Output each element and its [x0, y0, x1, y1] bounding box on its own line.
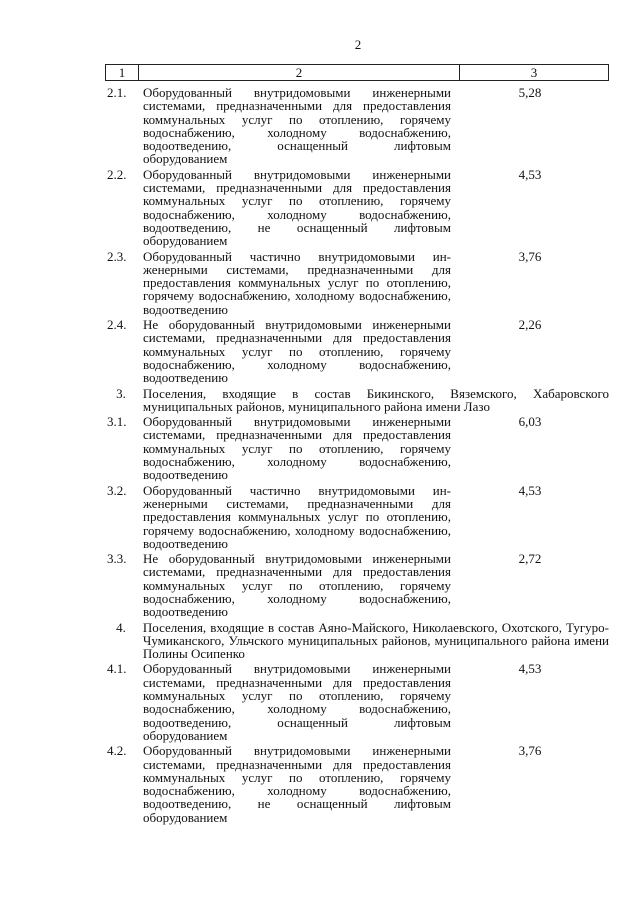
row-value: 4,53 — [518, 166, 542, 182]
row-description: Оборудованный частично внутридомовыми инженерными системами, предназначенными для предоставления коммунальных услуг по отоплению, горячему водоснабжению, холодному водоснабжению, водоотведению — [143, 248, 451, 317]
row-number: 2.4. — [107, 317, 127, 333]
section-row — [105, 621, 609, 661]
table-body — [105, 86, 609, 826]
row-number: 2.2. — [107, 166, 127, 182]
row-number: 4.2. — [107, 743, 127, 759]
row-number: 3.3. — [107, 551, 127, 567]
row-description: Оборудованный частично внутридомовыми инженерными системами, предназначенными для предоставления коммунальных услуг по отоплению, горячему водоснабжению, холодному водоснабжению, водоотведению — [143, 482, 451, 551]
table-row — [105, 250, 609, 316]
row-number: 3.2. — [107, 482, 127, 498]
row-description: Оборудованный внутридомовыми инженерными системами, предназначенными для предоставления коммунальных услуг по отоплению, горячему водоснабжению, холодному водоснабжению, водоотведению, оснащенный лифтовым оборудованием — [143, 661, 451, 743]
row-value: 3,76 — [518, 743, 542, 759]
row-description: Оборудованный внутридомовыми инженерными системами, предназначенными для предоставления коммунальных услуг по отоплению, горячему водоснабжению, холодному водоснабжению, водоотведению, не оснащенный лифтовым оборудованием — [143, 166, 451, 249]
row-number: 3.1. — [107, 414, 127, 430]
row-value: 6,03 — [518, 414, 542, 430]
row-value: 5,28 — [518, 85, 542, 100]
table-row — [105, 318, 609, 384]
row-description: Оборудованный внутридомовыми инженерными системами, предназначенными для предоставления коммунальных услуг по отоплению, горячему водоснабжению, холодному водоснабжению, водоотведению, оснащенный лифтовым оборудованием — [143, 85, 451, 167]
section-number: 3. — [116, 385, 126, 401]
header-col-3: 3 — [530, 65, 538, 80]
row-value: 3,76 — [518, 248, 542, 264]
section-title: Поселения, входящие в состав Аяно-Майского, Николаевского, Охотского, Тугуро-Чумиканского, Ульчского муниципальных районов, муниципального района имени Полины Осипенко — [142, 619, 609, 662]
row-number: 4.1. — [107, 661, 127, 677]
row-value: 2,26 — [518, 317, 542, 333]
table-row — [105, 168, 609, 248]
row-description: Оборудованный внутридомовыми инженерными системами, предназначенными для предоставления коммунальных услуг по отоплению, горячему водоснабжению, холодному водоснабжению, водоотведению, не оснащенный лифтовым оборудованием — [143, 743, 451, 825]
section-row — [105, 387, 609, 414]
header-col-1: 1 — [106, 65, 139, 80]
row-number: 2.1. — [107, 85, 127, 100]
table-row — [105, 484, 609, 550]
row-value: 4,53 — [518, 661, 542, 677]
section-title: Поселения, входящие в состав Бикинского, Вяземского, Хабаровского муниципальных районов, муниципального района имени Лазо — [142, 385, 609, 414]
row-description: Не оборудованный внутридомовыми инженерными системами, предназначенными для предоставления коммунальных услуг по отоплению, горячему водоснабжению, холодному водоснабжению, водоотведению — [143, 317, 451, 386]
table-row — [105, 744, 609, 824]
page-number: 2 — [354, 37, 362, 52]
row-description: Не оборудованный внутридомовыми инженерными системами, предназначенными для предоставления коммунальных услуг по отоплению, горячему водоснабжению, холодному водоснабжению, водоотведению — [143, 551, 451, 620]
header-col-2: 2 — [139, 65, 460, 80]
table-row — [105, 662, 609, 742]
table-row — [105, 552, 609, 618]
row-value: 2,72 — [518, 551, 542, 567]
table-row — [105, 86, 609, 166]
table-header — [105, 64, 609, 81]
section-number: 4. — [116, 619, 126, 635]
row-value: 4,53 — [518, 482, 542, 498]
table-row — [105, 415, 609, 481]
row-description: Оборудованный внутридомовыми инженерными системами, предназначенными для предоставления коммунальных услуг по отоплению, горячему водоснабжению, холодному водоснабжению, водоотведению — [143, 414, 451, 483]
row-number: 2.3. — [107, 248, 127, 264]
